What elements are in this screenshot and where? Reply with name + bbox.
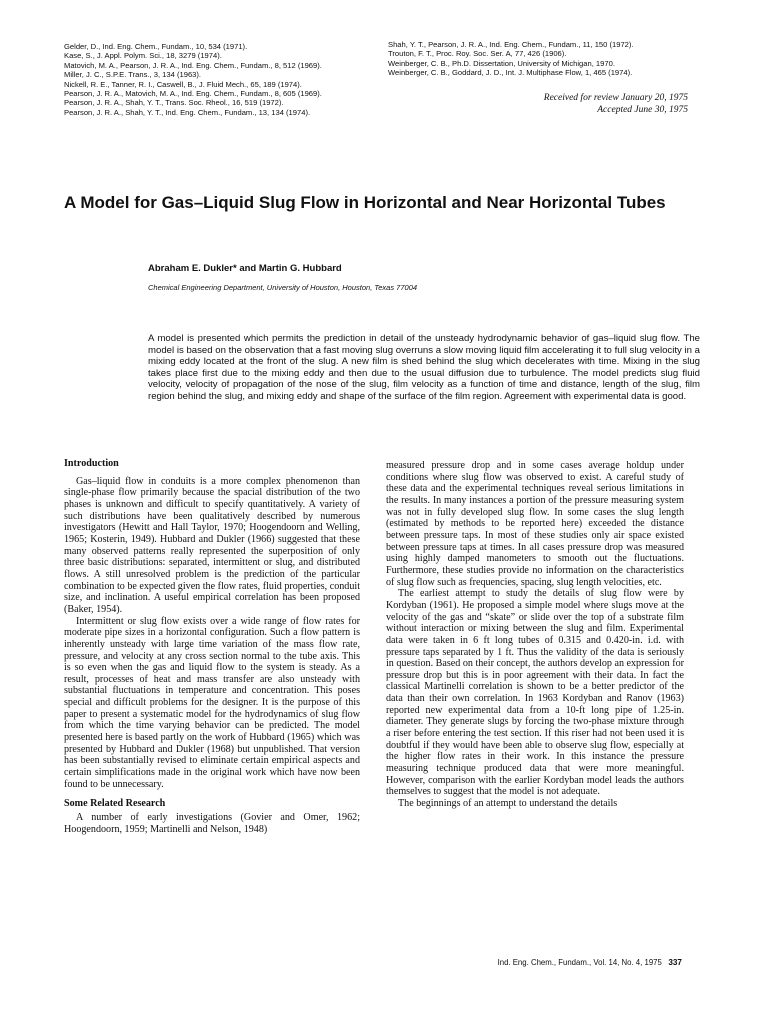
received-dates (544, 93, 688, 116)
research-heading: Some Related Research (64, 798, 166, 810)
references-left (64, 42, 394, 117)
affiliation: Chemical Engineering Department, University of Houston, Houston, Texas 77004 (148, 283, 418, 292)
reference-item: Pearson, J. R. A., Shah, Y. T., Ind. Eng. Chem., Fundam., 13, 134 (1974). (64, 107, 311, 117)
reference-item: Kase, S., J. Appl. Polym. Sci., 18, 3279 (1974). (64, 51, 222, 61)
page-footer (498, 958, 682, 967)
right-paragraph-3: The beginnings of an attempt to understand the details (398, 798, 618, 810)
reference-item: Pearson, J. R. A., Matovich, M. A., Ind. Eng. Chem., Fundam., 8, 605 (1969). (64, 89, 322, 99)
accepted-line: Accepted June 30, 1975 (597, 104, 688, 115)
reference-item: Miller, J. C., S.P.E. Trans., 3, 134 (1963). (64, 70, 202, 80)
intro-paragraph-2: Intermittent or slug flow exists over a wide range of flow rates for moderate pipe sizes in a horizontal configuration. Such a flow pattern is inherently unsteady with large time variation of the mass flow rate, pressure, and velocity at any cross section normal to the tube axis. This is so even when the gas and liquid flow to the system is steady. As a result, processes of heat and mass transfer are also unsteady with substantial fluctuations in temperature and concentration. This poses special and difficult problems for the designer. It is the purpose of this paper to present a systematic model for the hydrodynamics of slug flow from which the time varying behavior can be predicted. The model presented here is based partly on the work of Hubbard (1965) which was presented by Hubbard and Dukler (1968) but unpublished. That version has been substantially revised to eliminate certain empirical aspects and certain simplifications made in the original work which have now been found to be unnecessary. (64, 615, 360, 790)
received-line: Received for review January 20, 1975 (543, 93, 688, 103)
right-paragraph-2: The earliest attempt to study the details of slug flow were by Kordyban (1961). He proposed a simple model where slugs move at the velocity of the gas and “skate” or slide over the top of a substrate film without interaction or mixing between the slug and film. Experimental data were taken in 6 ft long tubes of 0.315 and 0.420-in. i.d. with pressure taps separated by 1 ft. Thus the validity of the data is seriously in question. Based on their concept, the authors develop an expression for pressure drop but this is in poor agreement with their data. In fact the classical Martinelli correlation is shown to be a better predictor of the data than their own correlation. In 1963 Kordyban and Ranov (1963) reported new experimental data from a 10-ft long pipe of 1.25-in. diameter. They generate slugs by forcing the two-phase mixture through a riser before entering the test section. If this riser had not been used it is doubtful if they would have been able to observe slug flow, especially at the higher flow rates in their work. In this instance the pressure measuring technique produced data that were more meaningful. However, comparison with the earlier Kordyban model leads the authors themselves to suggest that the model is not adequate. (386, 588, 684, 798)
left-column (64, 458, 360, 835)
reference-item: Matovich, M. A., Pearson, J. R. A., Ind. Eng. Chem., Fundam., 8, 512 (1969). (64, 60, 322, 70)
authors: Abraham E. Dukler* and Martin G. Hubbard (148, 263, 342, 274)
footer-journal: Ind. Eng. Chem., Fundam., Vol. 14, No. 4, 1975 (497, 958, 662, 967)
right-paragraph-1: measured pressure drop and in some cases average holdup under conditions where slug flow was observed to exist. A careful study of these data and the experimental techniques reveal serious limitations in the results. In many instances a portion of the pressure measuring system was not in fully developed slug flow. In some cases the slug length (estimated by methods to be reported here) exceeded the distance between pressure taps. In most of these studies only air space existed between pressure taps at times. In all cases pressure drop was measured using highly damped manometers to smooth out the fluctuations. Furthermore, these studies provide no information on the characteristics of slug flow such as frequencies, spacing, slug length velocities, etc. (386, 460, 684, 588)
intro-paragraph-1: Gas–liquid flow in conduits is a more complex phenomenon than single-phase flow primarily because the spacial distribution of the two phases is unknown and difficult to specify quantitatively. A variety of such distributions have been qualitatively described by numerous investigators (Hewitt and Hall Taylor, 1970; Hoogendoorn and Welling, 1965; Kosterin, 1949). Hubbard and Dukler (1966) suggested that these many observed patterns really represented the superposition of only three basic distributions: separated, intermittent or slug, and distributed flows. A still unresolved problem is the prediction of the particular combination to be expected given the flow rates, fluid properties, conduit size, and inclination. A useful empirical correlation has been proposed (Baker, 1954). (64, 475, 360, 615)
references-right (388, 40, 708, 78)
research-paragraph-1: A number of early investigations (Govier and Omer, 1962; Hoogendoorn, 1959; Martinelli and Nelson, 1948) (64, 812, 360, 835)
reference-item: Shah, Y. T., Pearson, J. R. A., Ind. Eng. Chem., Fundam., 11, 150 (1972). (388, 40, 634, 49)
page-number: 337 (668, 958, 682, 967)
paper-title: A Model for Gas–Liquid Slug Flow in Horizontal and Near Horizontal Tubes (64, 193, 666, 212)
reference-item: Weinberger, C. B., Goddard, J. D., Int. J. Multiphase Flow, 1, 465 (1974). (388, 68, 633, 78)
reference-item: Pearson, J. R. A., Shah, Y. T., Trans. Soc. Rheol., 16, 519 (1972). (64, 98, 284, 108)
reference-item: Gelder, D., Ind. Eng. Chem., Fundam., 10, 534 (1971). (64, 42, 248, 51)
abstract: A model is presented which permits the prediction in detail of the unsteady hydrodynamic behavior of gas–liquid slug flow. The model is based on the observation that a fast moving slug overruns a slow moving liquid film accelerating it to full slug velocity in a mixing eddy located at the front of the slug. A new film is shed behind the slug which decelerates with time. Mixing in the slug takes place first due to the mixing eddy and then due to the usual diffusion due to turbulence. The model predicts slug fluid velocity, velocity of propagation of the nose of the slug, film velocity as a function of time and distance, length of the slug, film region behind the slug, and mixing eddy and shape of the surface of the film region. Agreement with experimental data is good. (148, 333, 700, 402)
right-column (386, 460, 684, 810)
reference-item: Nickell, R. E., Tanner, R. I., Caswell, B., J. Fluid Mech., 65, 189 (1974). (64, 79, 302, 89)
reference-item: Trouton, F. T., Proc. Roy. Soc. Ser. A, 77, 426 (1906). (388, 49, 567, 59)
reference-item: Weinberger, C. B., Ph.D. Dissertation, University of Michigan, 1970. (388, 58, 615, 68)
intro-heading: Introduction (64, 458, 119, 469)
